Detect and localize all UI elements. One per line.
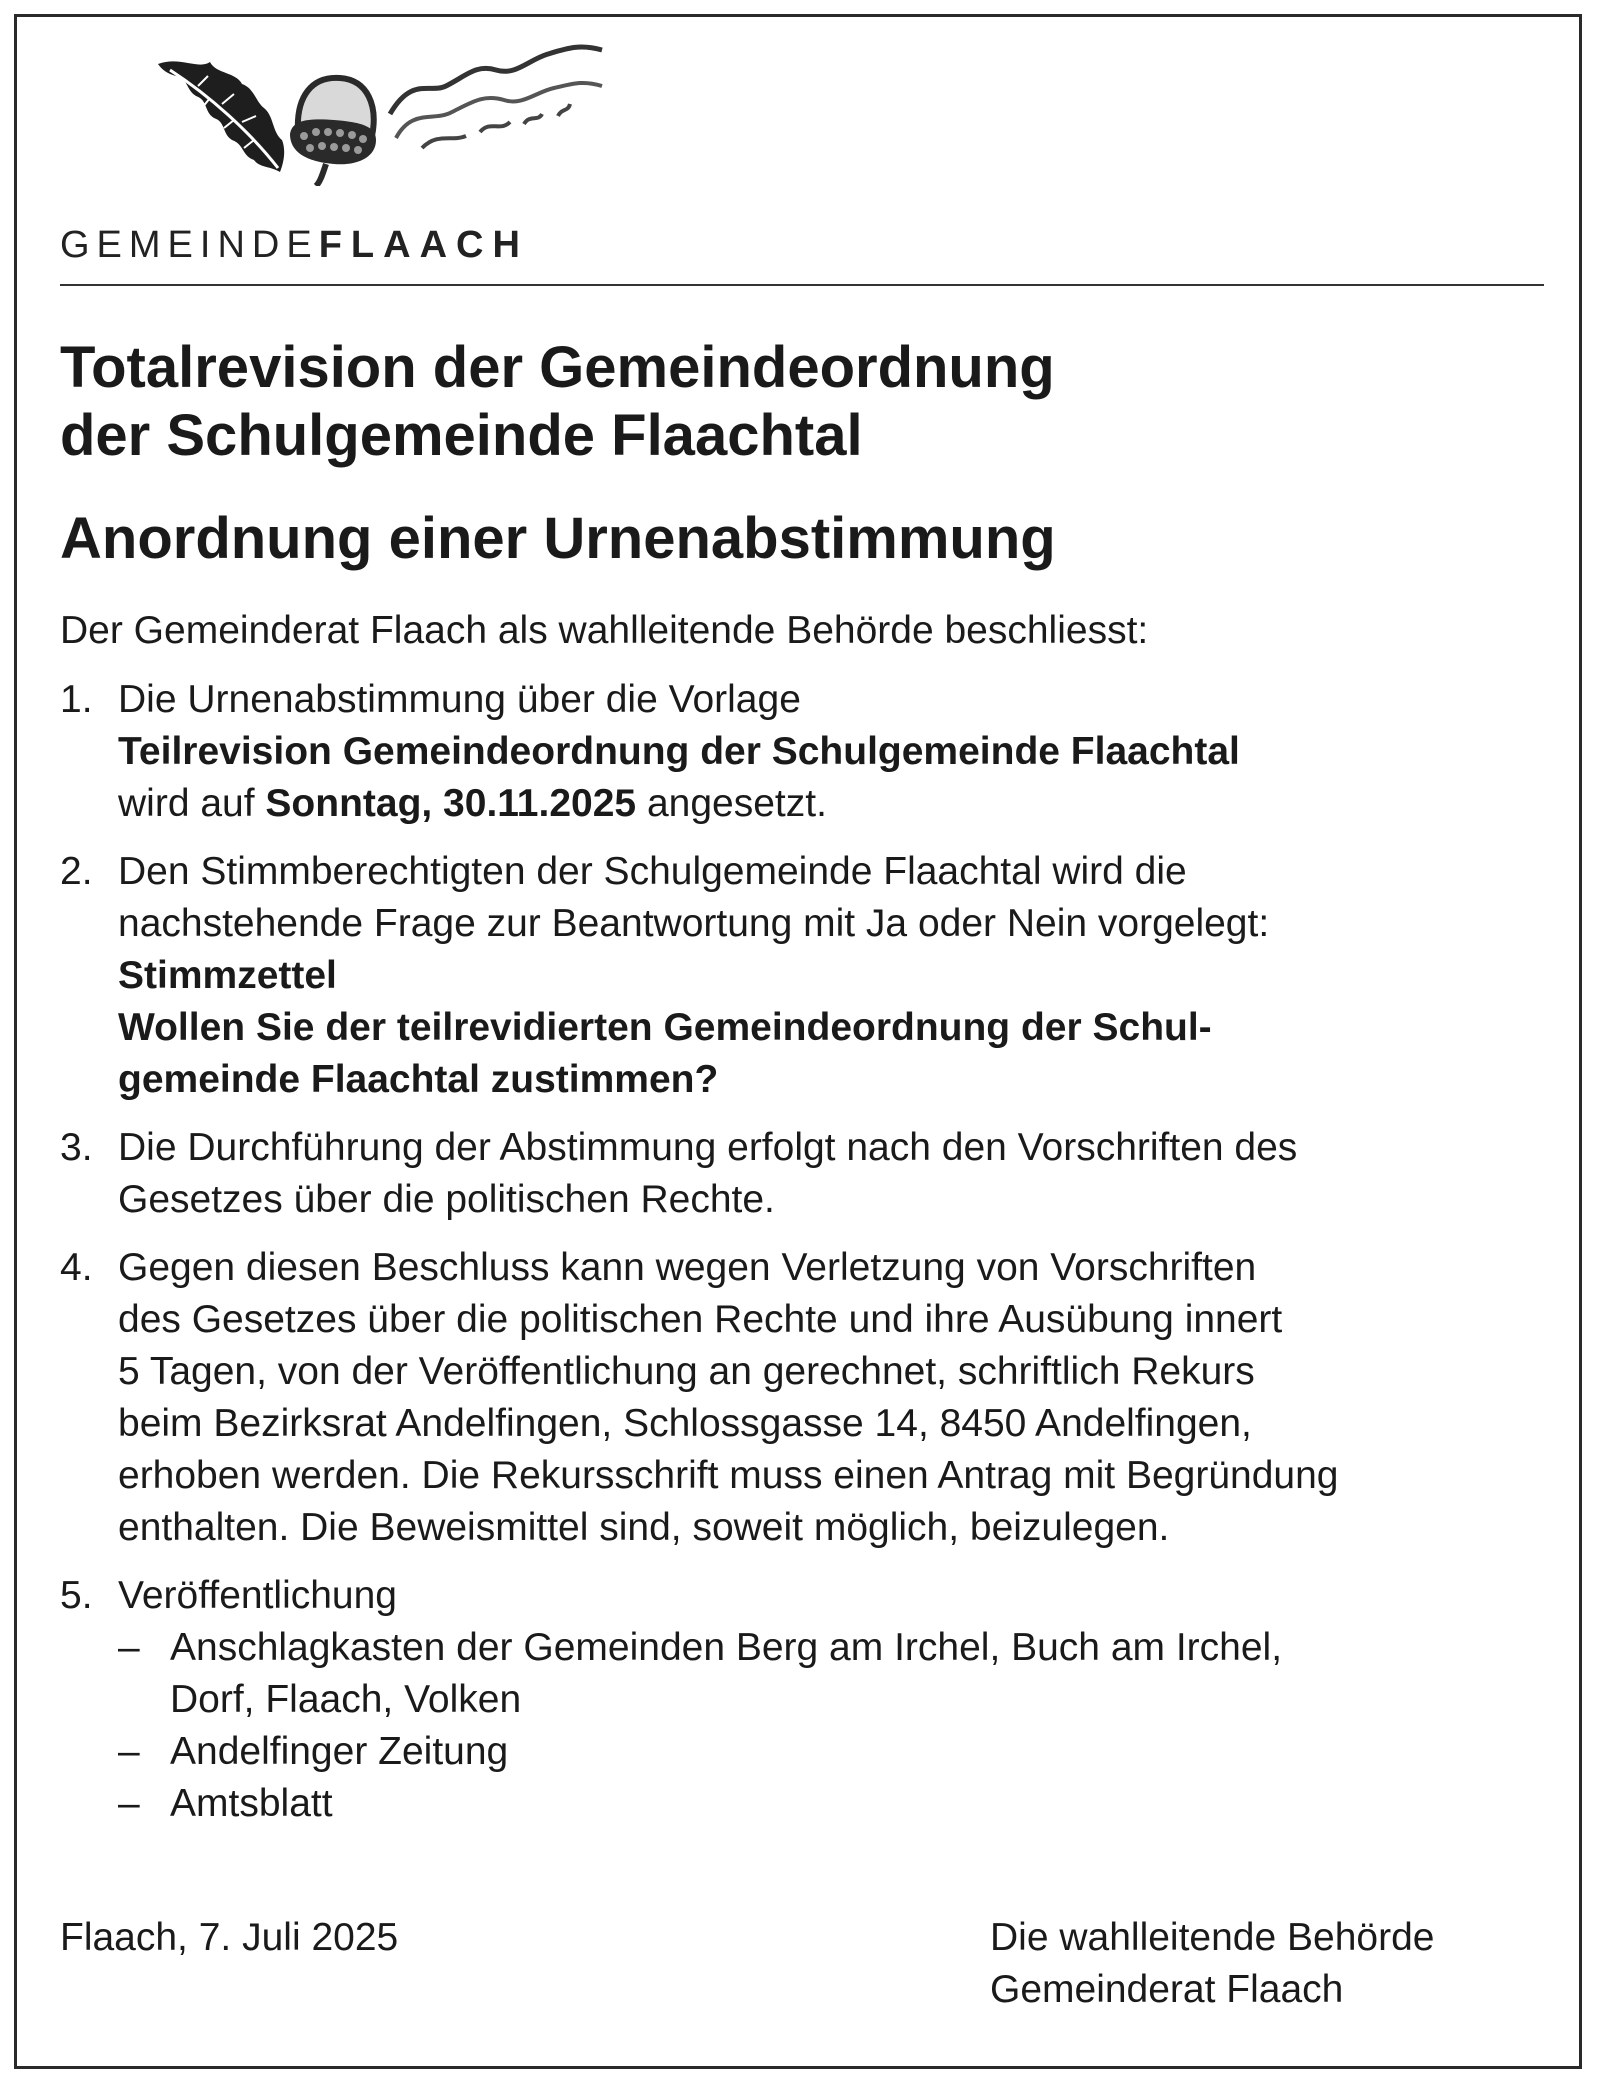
list-item: [60, 1242, 1550, 1554]
notice-subtitle: Anordnung einer Urnenabstimmung: [60, 506, 1056, 571]
item-number: 1.: [60, 678, 93, 721]
item-number: 2.: [60, 850, 93, 893]
item-1-post: angesetzt.: [636, 782, 827, 825]
ballot-question-line-1: Wollen Sie der teilrevidierten Gemeindeordnung der Schul-: [118, 1006, 1212, 1049]
item-1-line-1: Die Urnenabstimmung über die Vorlage: [118, 678, 801, 721]
item-4-line: 5 Tagen, von der Veröffentlichung an gerechnet, schriftlich Rekurs: [118, 1350, 1255, 1393]
publication-1-line-2: Dorf, Flaach, Volken: [170, 1678, 522, 1721]
publication-item: [118, 1622, 1550, 1726]
list-item: [60, 1122, 1550, 1226]
header-divider: [60, 284, 1544, 286]
authority-line-2: Gemeinderat Flaach: [990, 1968, 1344, 2011]
authority-line-1: Die wahlleitende Behörde: [990, 1916, 1435, 1959]
place-date: Flaach, 7. Juli 2025: [60, 1916, 399, 1959]
publication-item: [118, 1778, 1550, 1830]
oak-leaf-acorn-logo-icon: [150, 36, 630, 186]
item-1-pre: wird auf: [118, 782, 266, 825]
publication-label: Veröffentlichung: [118, 1574, 397, 1617]
publication-1-line-1: Anschlagkasten der Gemeinden Berg am Irchel, Buch am Irchel,: [170, 1626, 1283, 1669]
publication-item: [118, 1726, 1550, 1778]
wordmark-bold: FLAACH: [318, 224, 529, 266]
ballot-label: Stimmzettel: [118, 954, 337, 997]
item-4-line: enthalten. Die Beweismittel sind, soweit möglich, beizulegen.: [118, 1506, 1170, 1549]
title-line-2: der Schulgemeinde Flaachtal: [60, 403, 863, 468]
item-number: 4.: [60, 1246, 93, 1289]
dash-bullet: –: [118, 1626, 140, 1669]
item-number: 3.: [60, 1126, 93, 1169]
item-4-line: beim Bezirksrat Andelfingen, Schlossgasse 14, 8450 Andelfingen,: [118, 1402, 1252, 1445]
item-2-line-1: Den Stimmberechtigten der Schulgemeinde Flaachtal wird die: [118, 850, 1187, 893]
notice-body: [60, 334, 1550, 1846]
item-4-line: des Gesetzes über die politischen Rechte und ihre Ausübung innert: [118, 1298, 1283, 1341]
intro-text: Der Gemeinderat Flaach als wahlleitende Behörde beschliesst:: [60, 609, 1149, 652]
item-1-date-line: [118, 778, 1550, 830]
ballot-question-line-2: gemeinde Flaachtal zustimmen?: [118, 1058, 719, 1101]
item-1-proposal: Teilrevision Gemeindeordnung der Schulgemeinde Flaachtal: [118, 730, 1240, 773]
item-3-line-2: Gesetzes über die politischen Rechte.: [118, 1178, 775, 1221]
item-number: 5.: [60, 1574, 93, 1617]
list-item: [60, 674, 1550, 830]
dash-bullet: –: [118, 1730, 140, 1773]
dash-bullet: –: [118, 1782, 140, 1825]
item-2-line-2: nachstehende Frage zur Beantwortung mit Ja oder Nein vorgelegt:: [118, 902, 1270, 945]
notice-title: [60, 334, 1550, 470]
list-item: [60, 846, 1550, 1106]
item-3-line-1: Die Durchführung der Abstimmung erfolgt nach den Vorschriften des: [118, 1126, 1298, 1169]
publication-3: Amtsblatt: [170, 1782, 333, 1825]
item-4-line: erhoben werden. Die Rekursschrift muss einen Antrag mit Begründung: [118, 1454, 1339, 1497]
wordmark-light: GEMEINDE: [60, 224, 319, 266]
publication-2: Andelfinger Zeitung: [170, 1730, 509, 1773]
vote-date: Sonntag, 30.11.2025: [265, 782, 637, 825]
publication-list: [118, 1622, 1550, 1830]
item-4-line: Gegen diesen Beschluss kann wegen Verletzung von Vorschriften: [118, 1246, 1257, 1289]
gemeinde-wordmark: [60, 224, 529, 267]
resolution-list: [60, 674, 1550, 1830]
list-item: [60, 1570, 1550, 1830]
signature-block: [990, 1912, 1434, 2016]
title-line-1: Totalrevision der Gemeindeordnung: [60, 335, 1055, 400]
gemeinde-flaach-logo: [150, 36, 630, 186]
